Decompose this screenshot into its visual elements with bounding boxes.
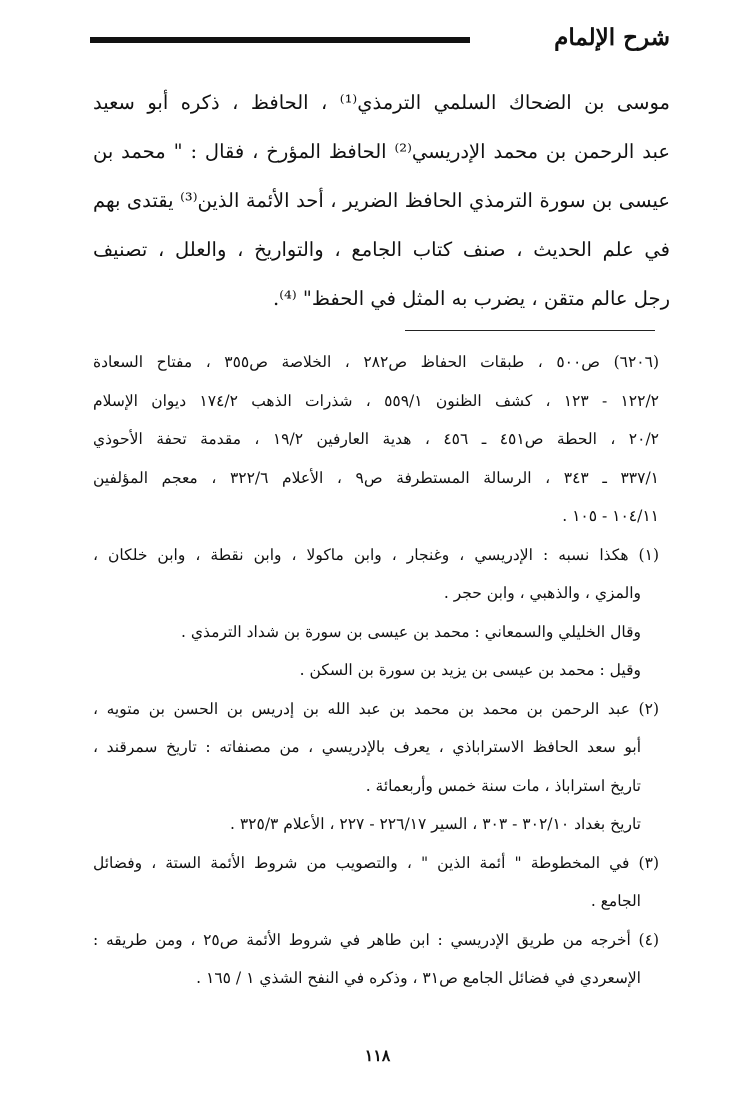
main-text-line: عبد الرحمن بن محمد الإدريسي⁽²⁾ الحافظ المؤرخ ، فقال : " محمد بن [93, 140, 670, 163]
footnote-2-cont: أبو سعد الحافظ الاستراباذي ، يعرف بالإدريسي ، من مصنفاته : تاريخ سمرقند ، [93, 738, 641, 756]
footnote-4: (٤) أخرجه من طريق الإدريسي : ابن طاهر في شروط الأئمة ص٢٥ ، ومن طريقه : [93, 930, 659, 949]
main-text [93, 78, 670, 323]
footnotes [93, 343, 659, 998]
main-text-line: موسى بن الضحاك السلمي الترمذي⁽¹⁾ ، الحافظ ، ذكره أبو سعيد [93, 91, 670, 114]
footnote-3-cont: الجامع . [590, 892, 641, 910]
footnote-line: ١٢٢/٢ - ١٢٣ ، كشف الظنون ٥٥٩/١ ، شذرات الذهب ١٧٤/٢ ديوان الإسلام [93, 391, 660, 410]
footnote-1: (١) هكذا نسبه : الإدريسي ، وغنجار ، وابن ماكولا ، وابن نقطة ، وابن خلكان ، [93, 545, 659, 564]
footnote-1-extra: وقيل : محمد بن عيسى بن يزيد بن سورة بن السكن . [299, 661, 641, 679]
footnote-2: (٢) عبد الرحمن بن محمد بن محمد بن عبد الله بن إدريس بن الحسن بن متويه ، [93, 699, 659, 718]
main-text-line: رجل عالم متقن ، يضرب به المثل في الحفظ" ⁽⁴⁾. [273, 287, 670, 310]
footnote-1-cont: والمزي ، والذهبي ، وابن حجر . [443, 584, 641, 602]
main-text-line: عيسى بن سورة الترمذي الحافظ الضرير ، أحد الأئمة الذين⁽³⁾ يقتدى بهم [93, 189, 670, 212]
header-rule [90, 37, 470, 43]
page-number: ١١٨ [364, 1046, 391, 1065]
footnote-line: ٢٠/٢ ، الحطة ص٤٥١ ـ ٤٥٦ ، هدية العارفين ١٩/٢ ، مقدمة تحفة الأحوذي [93, 430, 659, 448]
footnote-line: ١٠٤/١١ - ١٠٥ . [562, 507, 659, 525]
footnote-line: ٣٣٧/١ ـ ٣٤٣ ، الرسالة المستطرفة ص٩ ، الأعلام ٣٢٢/٦ ، معجم المؤلفين [93, 468, 659, 487]
footnote-3: (٣) في المخطوطة " أئمة الذين " ، والتصويب من شروط الأئمة الستة ، وفضائل [93, 853, 659, 872]
running-header [90, 18, 670, 66]
main-text-line: في علم الحديث ، صنف كتاب الجامع ، والتواريخ ، والعلل ، تصنيف [93, 238, 670, 261]
footnote-1-extra: وقال الخليلي والسمعاني : محمد بن عيسى بن سورة بن شداد الترمذي . [181, 622, 641, 641]
footnote-2-cont: تاريخ استراباذ ، مات سنة خمس وأربعمائة . [365, 776, 641, 795]
footnote-line: (٦٢٠٦) ص٥٠٠ ، طبقات الحفاظ ص٢٨٢ ، الخلاصة ص٣٥٥ ، مفتاح السعادة [93, 353, 659, 371]
footnote-separator [405, 330, 655, 331]
footnote-4-cont: الإسعردي في فضائل الجامع ص٣١ ، وذكره في النفح الشذي ١ / ١٦٥ . [196, 969, 641, 987]
header-title: شرح الإلمام [554, 24, 670, 51]
footnote-2-extra: تاريخ بغداد ٣٠٢/١٠ - ٣٠٣ ، السير ٢٢٦/١٧ - ٢٢٧ ، الأعلام ٣٢٥/٣ . [229, 815, 641, 833]
